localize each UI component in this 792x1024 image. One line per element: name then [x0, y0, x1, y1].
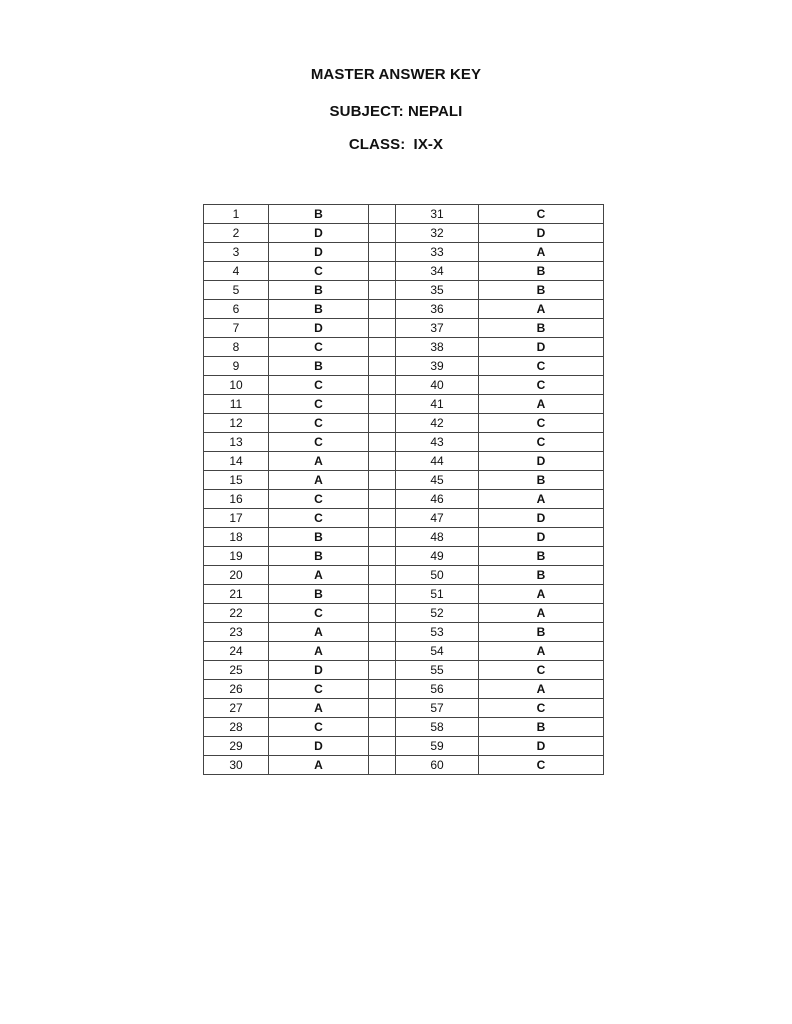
spacer-cell: [369, 319, 396, 338]
spacer-cell: [369, 262, 396, 281]
answer-letter: B: [269, 205, 369, 224]
question-number: 28: [204, 718, 269, 737]
question-number: 51: [396, 585, 479, 604]
question-number: 31: [396, 205, 479, 224]
question-number: 30: [204, 756, 269, 775]
spacer-cell: [369, 281, 396, 300]
spacer-cell: [369, 490, 396, 509]
table-row: [204, 699, 604, 718]
answer-letter: B: [269, 528, 369, 547]
question-number: 48: [396, 528, 479, 547]
spacer-cell: [369, 547, 396, 566]
answer-letter: A: [269, 452, 369, 471]
question-number: 52: [396, 604, 479, 623]
question-number: 5: [204, 281, 269, 300]
answer-letter: C: [479, 376, 604, 395]
answer-letter: D: [269, 319, 369, 338]
answer-letter: B: [479, 623, 604, 642]
spacer-cell: [369, 376, 396, 395]
answer-letter: A: [479, 680, 604, 699]
answer-letter: C: [269, 376, 369, 395]
question-number: 35: [396, 281, 479, 300]
question-number: 2: [204, 224, 269, 243]
answer-letter: A: [479, 604, 604, 623]
class-heading: CLASS: IX-X: [348, 136, 444, 153]
question-number: 23: [204, 623, 269, 642]
answer-letter: C: [479, 699, 604, 718]
answer-letter: A: [269, 566, 369, 585]
table-row: [204, 433, 604, 452]
table-row: [204, 661, 604, 680]
answer-letter: B: [479, 281, 604, 300]
answer-letter: B: [479, 718, 604, 737]
answer-letter: A: [479, 642, 604, 661]
question-number: 13: [204, 433, 269, 452]
answer-letter: D: [479, 452, 604, 471]
answer-letter: B: [269, 357, 369, 376]
document-title: MASTER ANSWER KEY: [310, 66, 482, 83]
question-number: 12: [204, 414, 269, 433]
answer-key-table: [203, 204, 604, 775]
answer-letter: C: [479, 661, 604, 680]
question-number: 36: [396, 300, 479, 319]
answer-letter: C: [479, 205, 604, 224]
answer-letter: C: [269, 338, 369, 357]
answer-letter: B: [479, 319, 604, 338]
question-number: 10: [204, 376, 269, 395]
subject-heading: SUBJECT: NEPALI: [329, 103, 463, 120]
answer-letter: A: [479, 490, 604, 509]
question-number: 41: [396, 395, 479, 414]
answer-letter: A: [269, 756, 369, 775]
question-number: 43: [396, 433, 479, 452]
question-number: 47: [396, 509, 479, 528]
question-number: 26: [204, 680, 269, 699]
spacer-cell: [369, 414, 396, 433]
question-number: 46: [396, 490, 479, 509]
question-number: 11: [204, 395, 269, 414]
answer-letter: A: [269, 623, 369, 642]
question-number: 44: [396, 452, 479, 471]
table-row: [204, 452, 604, 471]
answer-letter: D: [479, 528, 604, 547]
question-number: 58: [396, 718, 479, 737]
answer-letter: B: [479, 547, 604, 566]
answer-letter: B: [479, 262, 604, 281]
question-number: 1: [204, 205, 269, 224]
spacer-cell: [369, 585, 396, 604]
answer-letter: B: [269, 300, 369, 319]
spacer-cell: [369, 566, 396, 585]
question-number: 40: [396, 376, 479, 395]
answer-letter: C: [479, 756, 604, 775]
answer-letter: C: [479, 357, 604, 376]
spacer-cell: [369, 623, 396, 642]
answer-letter: B: [269, 281, 369, 300]
spacer-cell: [369, 661, 396, 680]
table-row: [204, 319, 604, 338]
table-row: [204, 585, 604, 604]
question-number: 33: [396, 243, 479, 262]
table-row: [204, 623, 604, 642]
question-number: 18: [204, 528, 269, 547]
question-number: 50: [396, 566, 479, 585]
answer-letter: D: [269, 737, 369, 756]
spacer-cell: [369, 395, 396, 414]
question-number: 17: [204, 509, 269, 528]
question-number: 15: [204, 471, 269, 490]
answer-letter: D: [269, 661, 369, 680]
spacer-cell: [369, 737, 396, 756]
question-number: 42: [396, 414, 479, 433]
question-number: 37: [396, 319, 479, 338]
spacer-cell: [369, 205, 396, 224]
answer-letter: A: [479, 243, 604, 262]
spacer-cell: [369, 756, 396, 775]
table-row: [204, 756, 604, 775]
question-number: 27: [204, 699, 269, 718]
answer-letter: C: [479, 433, 604, 452]
table-row: [204, 490, 604, 509]
question-number: 59: [396, 737, 479, 756]
spacer-cell: [369, 642, 396, 661]
spacer-cell: [369, 528, 396, 547]
question-number: 25: [204, 661, 269, 680]
answer-letter: C: [479, 414, 604, 433]
question-number: 9: [204, 357, 269, 376]
question-number: 22: [204, 604, 269, 623]
answer-letter: C: [269, 509, 369, 528]
answer-key-body: [204, 205, 604, 775]
table-row: [204, 357, 604, 376]
table-row: [204, 566, 604, 585]
spacer-cell: [369, 224, 396, 243]
answer-letter: D: [479, 509, 604, 528]
question-number: 19: [204, 547, 269, 566]
table-row: [204, 718, 604, 737]
answer-letter: A: [269, 699, 369, 718]
spacer-cell: [369, 680, 396, 699]
table-row: [204, 471, 604, 490]
table-row: [204, 547, 604, 566]
question-number: 21: [204, 585, 269, 604]
spacer-cell: [369, 338, 396, 357]
answer-letter: A: [479, 300, 604, 319]
answer-letter: A: [269, 471, 369, 490]
table-row: [204, 338, 604, 357]
question-number: 4: [204, 262, 269, 281]
answer-letter: A: [479, 585, 604, 604]
answer-letter: C: [269, 604, 369, 623]
answer-letter: A: [479, 395, 604, 414]
question-number: 54: [396, 642, 479, 661]
table-row: [204, 414, 604, 433]
question-number: 32: [396, 224, 479, 243]
table-row: [204, 300, 604, 319]
answer-letter: C: [269, 262, 369, 281]
spacer-cell: [369, 357, 396, 376]
table-row: [204, 680, 604, 699]
question-number: 3: [204, 243, 269, 262]
question-number: 57: [396, 699, 479, 718]
question-number: 6: [204, 300, 269, 319]
question-number: 7: [204, 319, 269, 338]
spacer-cell: [369, 243, 396, 262]
spacer-cell: [369, 300, 396, 319]
table-row: [204, 376, 604, 395]
table-row: [204, 528, 604, 547]
question-number: 38: [396, 338, 479, 357]
question-number: 14: [204, 452, 269, 471]
question-number: 34: [396, 262, 479, 281]
answer-letter: D: [479, 338, 604, 357]
table-row: [204, 604, 604, 623]
question-number: 29: [204, 737, 269, 756]
question-number: 55: [396, 661, 479, 680]
question-number: 60: [396, 756, 479, 775]
answer-letter: B: [479, 471, 604, 490]
answer-letter: D: [479, 737, 604, 756]
question-number: 8: [204, 338, 269, 357]
table-row: [204, 243, 604, 262]
spacer-cell: [369, 433, 396, 452]
spacer-cell: [369, 509, 396, 528]
spacer-cell: [369, 452, 396, 471]
table-row: [204, 262, 604, 281]
answer-letter: B: [269, 547, 369, 566]
table-row: [204, 509, 604, 528]
answer-letter: C: [269, 414, 369, 433]
answer-letter: C: [269, 718, 369, 737]
table-row: [204, 224, 604, 243]
answer-letter: C: [269, 490, 369, 509]
answer-letter: B: [479, 566, 604, 585]
question-number: 39: [396, 357, 479, 376]
spacer-cell: [369, 604, 396, 623]
answer-letter: C: [269, 680, 369, 699]
question-number: 16: [204, 490, 269, 509]
question-number: 20: [204, 566, 269, 585]
answer-letter: A: [269, 642, 369, 661]
answer-letter: D: [269, 243, 369, 262]
question-number: 56: [396, 680, 479, 699]
question-number: 45: [396, 471, 479, 490]
answer-letter: D: [479, 224, 604, 243]
answer-letter: D: [269, 224, 369, 243]
question-number: 49: [396, 547, 479, 566]
table-row: [204, 395, 604, 414]
table-row: [204, 281, 604, 300]
table-row: [204, 737, 604, 756]
question-number: 24: [204, 642, 269, 661]
spacer-cell: [369, 718, 396, 737]
spacer-cell: [369, 471, 396, 490]
table-row: [204, 642, 604, 661]
question-number: 53: [396, 623, 479, 642]
answer-letter: C: [269, 395, 369, 414]
spacer-cell: [369, 699, 396, 718]
table-row: [204, 205, 604, 224]
answer-letter: C: [269, 433, 369, 452]
answer-letter: B: [269, 585, 369, 604]
